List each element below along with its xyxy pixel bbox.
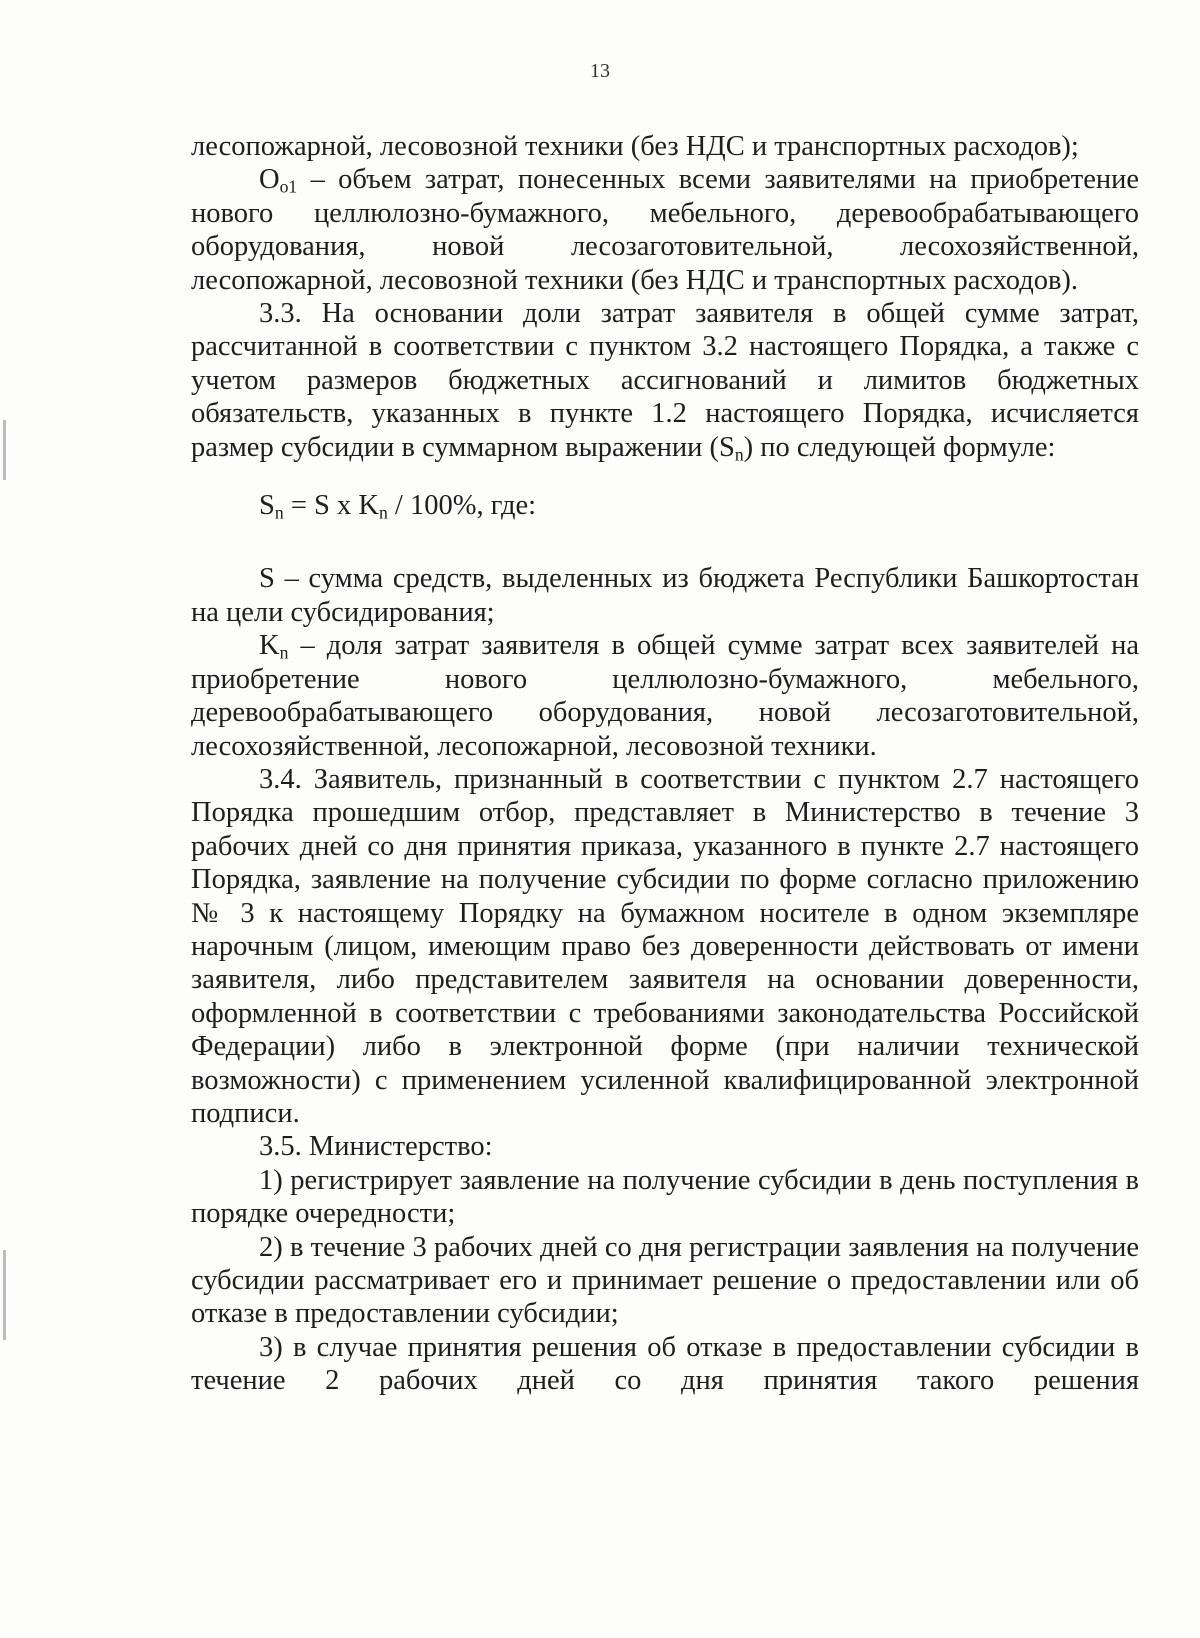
list-item-1 (191, 1164, 1139, 1231)
paragraph-text: 3.4. Заявитель, признанный в соответствии с пунктом 2.7 настоящего Порядка прошедшим отбор, представляет в Министерство в течение 3 рабочих дней со дня принятия приказа, указанного в пункте 2.7 настоящего Порядка, заявление на получение субсидии по форме согласно приложению № 3 к настоящему Порядку на бумажном носителе в одном экземпляре нарочным (лицом, имеющим право без доверенности действовать от имени заявителя, либо представителем заявителя на основании доверенности, оформленной в соответствии с требованиями законодательства Российской Федерации) либо в электронной форме (при наличии технической возможности) с применением усиленной квалифицированной электронной подписи. (191, 763, 1139, 1129)
paragraph-text: ) по следующей формуле: (743, 431, 1056, 463)
paragraph-3-4 (191, 763, 1139, 1130)
list-item-2 (191, 1231, 1139, 1331)
scan-edge-mark (3, 1250, 6, 1340)
page-number: 13 (590, 60, 610, 82)
paragraph-3-3 (191, 297, 1139, 464)
symbol-k-subscript: n (279, 642, 289, 663)
paragraph-continuation (191, 130, 1139, 163)
paragraph-o-definition (191, 163, 1139, 297)
formula-sub-1: n (274, 502, 284, 523)
symbol-o: О (259, 164, 280, 196)
formula (191, 489, 1139, 522)
paragraph-text: 1) регистрирует заявление на получение субсидии в день поступления в порядке очередности; (191, 1164, 1139, 1230)
symbol-k: K (259, 630, 280, 662)
paragraph-text: S – сумма средств, выделенных из бюджета Республики Башкортостан на цели субсидирования; (191, 563, 1139, 628)
paragraph-text: 3.3. На основании доли затрат заявителя в общей сумме затрат, рассчитанной в соответствии с пунктом 3.2 настоящего Порядка, а также с учетом размеров бюджетных ассигнований и лимитов бюджетных обязательств, указанных в пункте 1.2 настоящего Порядка, исчисляется размер субсидии в суммарном выражении (S (191, 298, 1139, 463)
paragraph-text: лесопожарной, лесовозной техники (без НДС и транспортных расходов); (191, 131, 1079, 162)
paragraph-text: – объем затрат, понесенных всеми заявителями на приобретение нового целлюлозно-бумажного, мебельного, деревообрабатывающего оборудования, новой лесозаготовительной, лесохозяйственной, лесопожарной, лесовозной техники (без НДС и транспортных расходов). (191, 164, 1139, 296)
paragraph-text: 3.5. Министерство: (259, 1131, 493, 1163)
document-body (191, 130, 1139, 1398)
symbol-s-subscript: n (734, 444, 744, 465)
formula-middle: = S x K (283, 490, 379, 522)
paragraph-3-5 (191, 1130, 1139, 1163)
list-item-3 (191, 1331, 1139, 1398)
paragraph-text: – доля затрат заявителя в общей сумме затрат всех заявителей на приобретение нового целлюлозно-бумажного, мебельного, деревообрабатывающего оборудования, новой лесозаготовительной, лесохозяйственной, лесопожарной, лесовозной техники. (191, 630, 1139, 762)
paragraph-k-definition (191, 629, 1139, 763)
formula-tail: / 100%, где: (387, 490, 537, 522)
formula-s: S (259, 490, 275, 522)
paragraph-text: 2) в течение 3 рабочих дней со дня регистрации заявления на получение субсидии рассматривает его и принимает решение о предоставлении или об отказе в предоставлении субсидии; (191, 1231, 1139, 1330)
paragraph-s-definition (191, 562, 1139, 629)
paragraph-text: 3) в случае принятия решения об отказе в предоставлении субсидии в течение 2 рабочих дней со дня принятия такого решения (191, 1331, 1139, 1397)
scan-edge-mark (3, 420, 6, 480)
symbol-o-subscript: о1 (279, 176, 298, 197)
formula-sub-2: n (378, 502, 388, 523)
